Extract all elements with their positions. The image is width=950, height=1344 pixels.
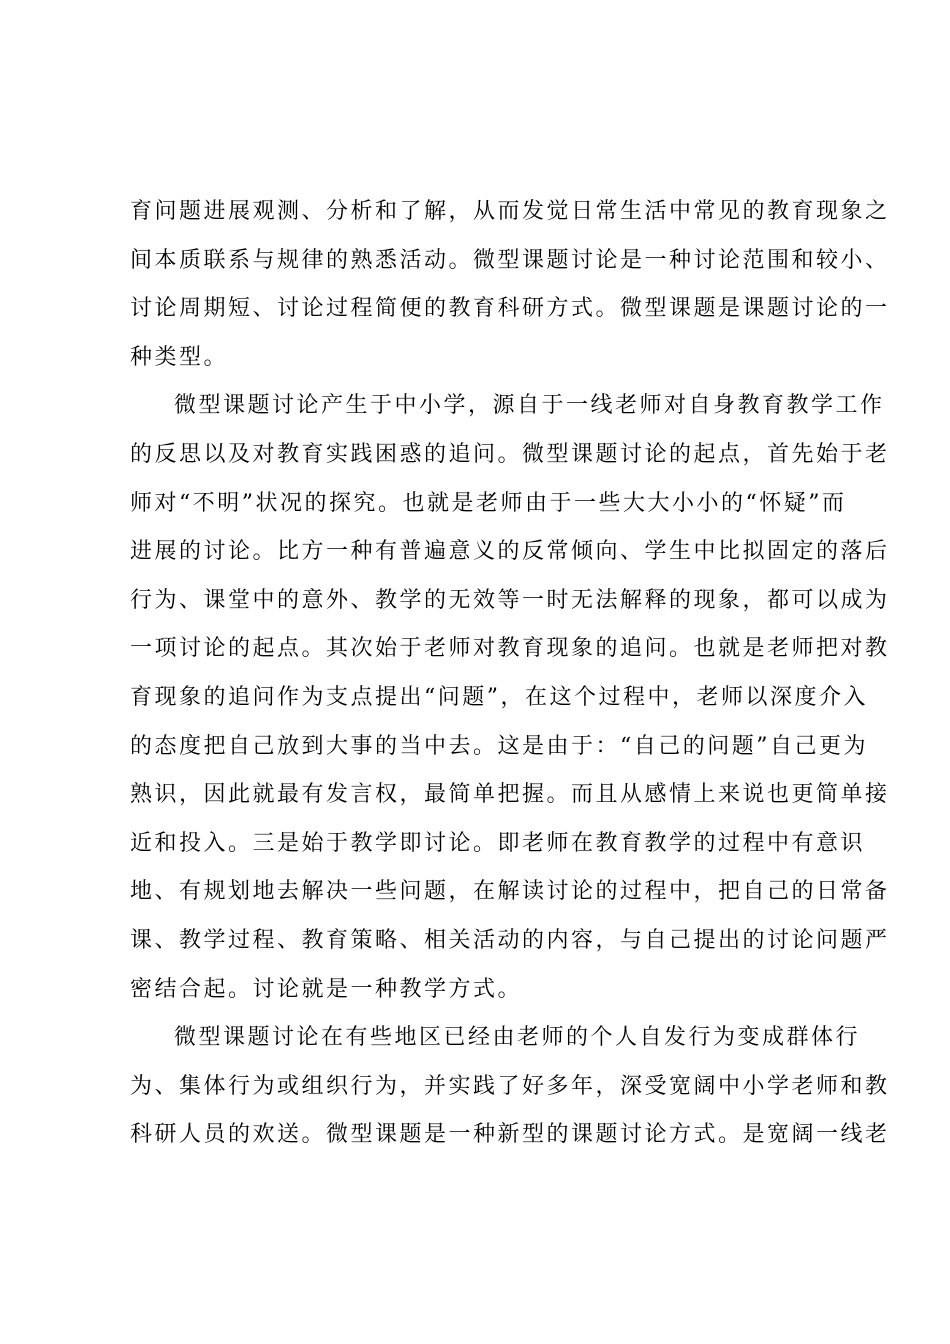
text-line: 种类型。 — [130, 344, 229, 370]
text-line: 科研人员的欢送。微型课题是一种新型的课题讨论方式。是宽阔一线老 — [130, 1122, 890, 1148]
text-line: 育问题进展观测、分析和了解，从而发觉日常生活中常见的教育现象之 — [130, 199, 890, 224]
text-line: 的反思以及对教育实践困惑的追问。微型课题讨论的起点，首先始于老 — [130, 441, 890, 467]
text-line: 行为、课堂中的意外、教学的无效等一时无法解释的现象，都可以成为 — [130, 587, 890, 613]
paragraph-1 — [130, 188, 890, 382]
text-line: 进展的讨论。比方一种有普遍意义的反常倾向、学生中比拟固定的落后 — [130, 539, 890, 565]
text-line: 近和投入。三是始于教学即讨论。即老师在教育教学的过程中有意识 — [130, 830, 866, 856]
text-line: 一项讨论的起点。其次始于老师对教育现象的追问。也就是老师把对教 — [130, 636, 890, 662]
text-line: 师对“不明”状况的探究。也就是老师由于一些大大小小的“怀疑”而 — [130, 490, 847, 516]
text-line: 为、集体行为或组织行为，并实践了好多年，深受宽阔中小学老师和教 — [130, 1073, 890, 1099]
text-line: 间本质联系与规律的熟悉活动。微型课题讨论是一种讨论范围和较小、 — [130, 247, 890, 273]
text-line: 的态度把自己放到大事的当中去。这是由于：“自己的问题”自己更为 — [130, 733, 868, 759]
paragraph-2 — [130, 382, 890, 1014]
text-line: 地、有规划地去解决一些问题，在解读讨论的过程中，把自己的日常备 — [130, 879, 890, 905]
document-body — [130, 188, 890, 1160]
text-line: 课、教学过程、教育策略、相关活动的内容，与自己提出的讨论问题严 — [130, 927, 890, 953]
text-line: 熟识，因此就最有发言权，最简单把握。而且从感情上来说也更简单接 — [130, 782, 890, 808]
text-line: 微型课题讨论产生于中小学，源自于一线老师对自身教育教学工作 — [174, 393, 885, 419]
text-line: 微型课题讨论在有些地区已经由老师的个人自发行为变成群体行 — [174, 1025, 861, 1051]
text-line: 密结合起。讨论就是一种教学方式。 — [130, 976, 523, 1002]
text-line: 讨论周期短、讨论过程简便的教育科研方式。微型课题是课题讨论的一 — [130, 296, 890, 322]
paragraph-3 — [130, 1014, 890, 1160]
text-line: 育现象的追问作为支点提出“问题”，在这个过程中，老师以深度介入 — [130, 684, 868, 710]
